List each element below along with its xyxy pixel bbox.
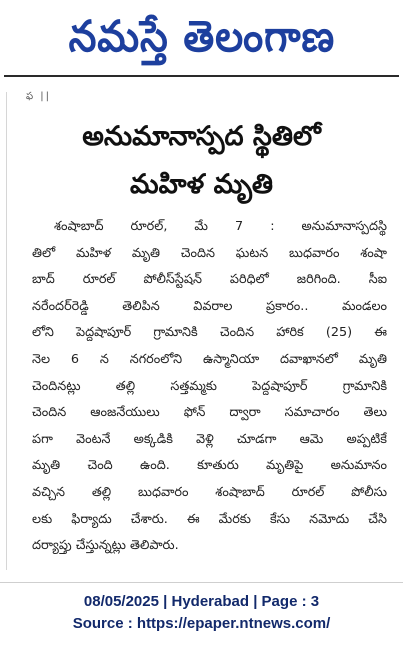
article-line: దర్యాప్తు చేస్తున్నట్లు తెలిపారు. bbox=[32, 538, 179, 554]
clipping-scrap-text: ఫ || bbox=[26, 91, 52, 102]
article-line: వచ్చిన తల్లి బుధవారం శంషాబాద్ రూరల్ పోలీసు bbox=[32, 484, 387, 500]
clipping-edge bbox=[6, 92, 25, 570]
headline-line-1: అనుమానాస్పద స్థితిలో bbox=[82, 121, 321, 152]
masthead bbox=[0, 0, 403, 74]
masthead-title: నమస్తే తెలంగాణ bbox=[68, 11, 335, 62]
article-body bbox=[32, 214, 387, 574]
article-line: బాద్ రూరల్ పోలీస్‌స్టేషన్ పరిధిలో జరిగింది. సీఐ bbox=[32, 272, 387, 288]
article-line: తిలో మహిళ మృతి చెందిన ఘటన బుధవారం శంషా bbox=[32, 245, 387, 261]
article-line: శంషాబాద్ రూరల్, మే 7 : అనుమానాస్పదస్థి bbox=[54, 219, 387, 234]
article-line: పగా వెంటనే అక్కడికి వెళ్లి చూడగా ఆమె అప్పటికే bbox=[32, 431, 387, 447]
article-line: లోని పెద్దషాపూర్ గ్రామానికి చెందిన హారిక (25) ఈ bbox=[32, 325, 387, 341]
article-line: మృతి చెంది ఉంది. కూతురు మృతిపై అనుమానం bbox=[32, 458, 387, 474]
article-line: చెందినట్లు తల్లి సత్తమ్మకు పెద్దషాపూర్ గ్రామానికి bbox=[32, 378, 387, 394]
article-line: లకు ఫిర్యాదు చేశారు. ఈ మేరకు కేసు నమోదు చేసి bbox=[32, 511, 387, 527]
article-line: చెందిన ఆంజనేయులు ఫోన్ ద్వారా సమాచారం తెలు bbox=[32, 405, 387, 421]
article-line: నరేందర్‌రెడ్డి తెలిపిన వివరాల ప్రకారం.. మండలం bbox=[32, 298, 387, 314]
article-line: నెల 6 న నగరంలోని ఉస్మానియా దవాఖానలో మృతి bbox=[32, 351, 387, 367]
footer-meta: 08/05/2025 | Hyderabad | Page : 3 bbox=[83, 593, 320, 610]
headline-line-2: మహిళ మృతి bbox=[130, 169, 273, 200]
masthead-divider bbox=[4, 75, 399, 77]
footer-divider bbox=[0, 582, 403, 583]
footer-source: Source : https://epaper.ntnews.com/ bbox=[72, 615, 331, 632]
